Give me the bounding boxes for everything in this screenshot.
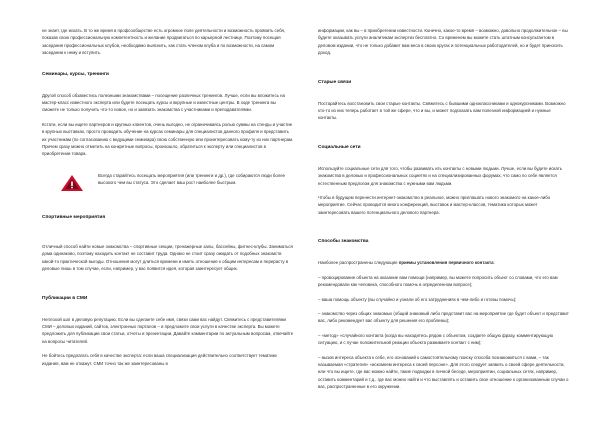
- paragraph: Неплохой шаг в деловую репутацию. Если вы сделаете себе имя, связи сами вас найдут. Свяжитесь с представителями СМИ – деловых изданий, сайтов, электронных порталов – и предложите свои услуги в качестве эксперта. Вы можете предложить для публикации свои статьи, отчеты и презентации. Давайте комментарии по актуальным вопросам, отвечайте на вопросы читателей.: [42, 316, 294, 344]
- section-heading-old-contacts: Старые связи: [318, 79, 352, 85]
- left-column: [42, 27, 294, 367]
- tip-text: Всегда старайтесь посещать мероприятия (или тренинги и др.), где собираются люди более высокого чем вы статуса. Это сделает ваш рост наиболее быстрым.: [98, 172, 286, 186]
- tip-box: [60, 172, 294, 192]
- intro-text: Наиболее распространены следующие: [318, 260, 399, 266]
- paragraph: Чтобы в будущем перенести интернет-знакомство в реальное, можно приглашать нового знакомого на какое-либо мероприятие. Сейчас проводится много конференций, выставок и мастер-классов, тематика которых может заинтересовать вашего потенциального делового партнера.: [318, 195, 551, 215]
- list-item: – знакомство через общих знакомых (общий знакомый либо представит вас на мероприятие где будет объект и представит вас, либо рекомендует вас объекту для решения его проблемы);: [318, 310, 569, 324]
- section-heading-ways: Способы знакомства: [318, 239, 369, 245]
- intro-bold-text: приемы установления первичного контакта: [398, 260, 494, 266]
- paragraph: Кстати, если вы ищете партнеров и крупных клиентов, очень выгодно, не ограничиваясь ролью суммы на стенды и участие в крупных выставках, просто проводить обучение на курсах семинары для специалистов данного профиля и представить их участникам (по согласованию с ведущими семинара) свою собственную или проинтересовать кому-ту из них партнерам. Причем сразу можно отметить на конкретные вопросы, произошло, обратиться к эксперту или специалистов в приобретении товара.: [42, 121, 294, 157]
- right-column: [318, 27, 570, 391]
- section-heading-social: Социальные сети: [318, 144, 361, 150]
- paragraph: [318, 259, 570, 266]
- paragraph: Другой способ обзавестись полезными знакомствами – посещение различных тренингов. Лучше, если вы вложитесь на мастер-класс известного эксперта или будете посещать курсы и вкрупные и известные центры. В ходе тренинга вы сможете не только получить что-то новое, но и завязать знакомства с участниками и преподавателями.: [42, 92, 285, 113]
- section-heading-sport: Спортивные мероприятия: [42, 214, 106, 220]
- list-item: – вызов интереса объекта к себе, его оснований к самостоятельному поиску способа познакомиться с вами, – так называемая «стратегия» «искомеем интереса к своей персоне». Для этого следует заявить о своей сфере деятельности, или что вы ищете, где вас можно найти, такие подводки в личной беседе, мероприятии, социальных сетях, например, оставить комментарий и т.д., где вас можно найти и что выставлять и оставить свое отношение к организованным случаи о вас, распространенные в его окружении.: [318, 354, 569, 390]
- paragraph: не знает, где искать. В то же время в профсообществе есть огромное поле деятельности и возможность проявить себя, показав свою профессиональную компетентность и желание продвигаться по карьерной лестнице. Поэтому посещая заседания профессиональных клубов, необходимо выяснить, как стать членом клуба и по возможности, на самом заседании к нему и вступить.: [42, 28, 286, 56]
- list-item: – ваша помощь объекту (вы случайно и узнали об его затруднениях в чем-либо и готовы помочь);: [318, 296, 517, 302]
- section-heading-seminars: Семинары, курсы, тренинги: [42, 71, 109, 77]
- paragraph: информации, как вы – в приобретении известности. Конечно, какое-то время – возможно, довольно продолжительное – вы будете оказывать услуги аналитикам экспертиз бесплатно. Со временем вы можете стать штатным консультантом в деловом издании, что не только добавит вам веса в своих кругах и потенциальных работодателей, но и будет приносить доход.: [318, 28, 568, 56]
- paragraph: Не бойтесь предлагать себя в качестве эксперта: если ваша специализация действительно соответствует тематике издания, вам не откажут. СМИ точно так же заинтересованы в: [42, 353, 277, 366]
- section-heading-media: Публикации в СМИ: [42, 295, 88, 301]
- paragraph: Отличный способ найти новые знакомства – спортивные секции, тренажерные залы, бассейны, фитнес-клубы. Заниматься дома одинаково, поэтому находить контакт не составит труда. Однако не стоит сразу ожидать от подобных знакомств какой-то практической выгоды. Отношения могут длиться времени и иметь отношение к общим интересам и перерасту в деловые лишь в том случае, если, например, у вас появится идея, которая заинтересует общих.: [42, 243, 293, 272]
- list-item: – «метод» «случайного контакта (когда вы находитесь рядом с объектом, создаете общую фразу, комментирующую ситуацию, и с лучае положительной реакции объекта развиваете контакт с ним);: [318, 332, 554, 346]
- paragraph: Постарайтесь восстановить свои старые контакты. Свяжитесь с бывшими одноклассниками и однокурсниками. Возможно кто-то из них теперь работает в той же сфере, что и вы, и может подсказать вам полезной информацией и нужные контакты.: [318, 100, 566, 121]
- intro-colon: :: [493, 260, 495, 266]
- list-item: – провоцирование объекта на оказание вам помощи (например, вы можете попросить объект со словами, что его вам рекомендовали как человека, способного помочь в определенном вопросе);: [318, 274, 558, 288]
- warning-icon: [60, 174, 84, 192]
- paragraph: Используйте социальные сети для того, чтобы развивать ить контакты с новыми людьми. Лучше, если вы будете искать знакомства в деловых и профессиональных социетях и на специализированных форумах, что само по себе является естественным предлогом для знакомства с нужными вам людьми.: [318, 165, 562, 186]
